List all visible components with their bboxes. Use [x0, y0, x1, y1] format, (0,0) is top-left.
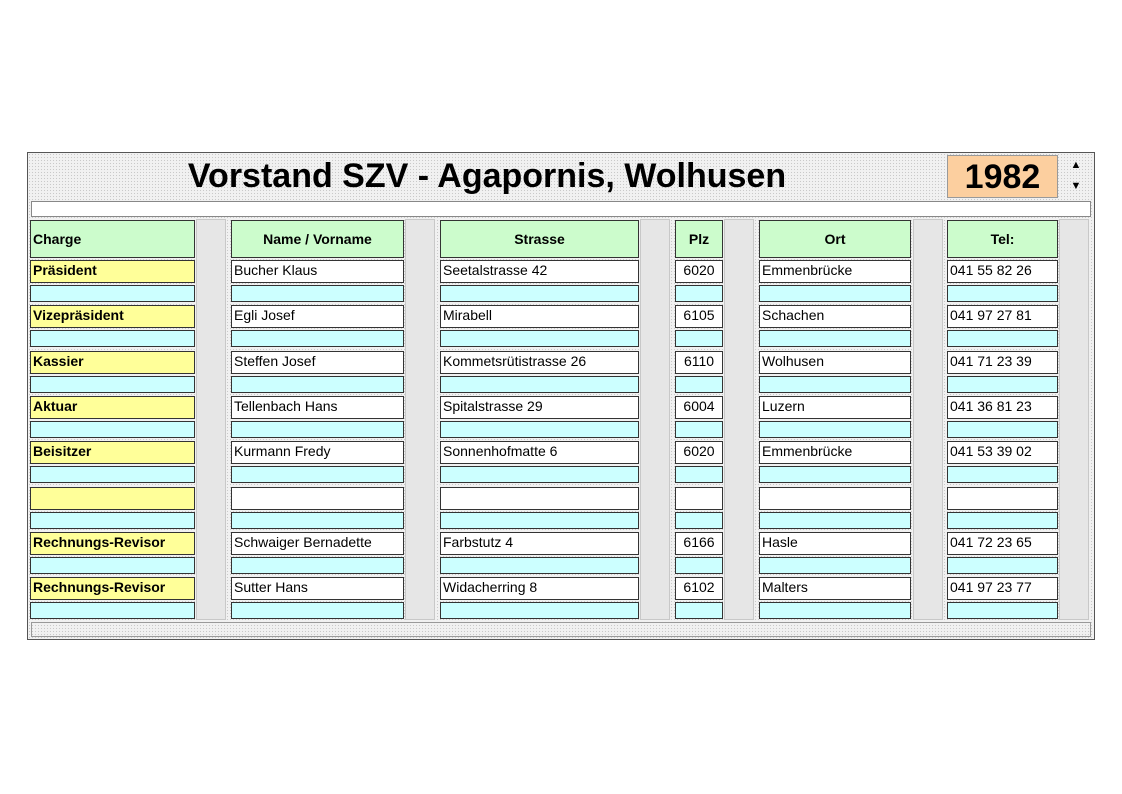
cell-plz-spacer[interactable] [675, 602, 723, 619]
cell-name-spacer[interactable] [231, 512, 404, 529]
cell-name-spacer[interactable] [231, 557, 404, 574]
cell-name[interactable]: Schwaiger Bernadette [231, 532, 404, 555]
cell-strasse-spacer[interactable] [440, 285, 639, 302]
column-gap [405, 219, 435, 620]
cell-plz[interactable]: 6110 [675, 351, 723, 374]
cell-tel[interactable]: 041 72 23 65 [947, 532, 1058, 555]
cell-ort[interactable]: Wolhusen [759, 351, 911, 374]
column-gap [196, 219, 226, 620]
cell-tel-spacer[interactable] [947, 421, 1058, 438]
cell-name[interactable]: Egli Josef [231, 305, 404, 328]
cell-strasse-spacer[interactable] [440, 466, 639, 483]
cell-name-spacer[interactable] [231, 466, 404, 483]
cell-strasse-spacer[interactable] [440, 512, 639, 529]
cell-charge-spacer[interactable] [30, 512, 195, 529]
cell-ort[interactable] [759, 487, 911, 510]
cell-strasse[interactable]: Farbstutz 4 [440, 532, 639, 555]
cell-ort-spacer[interactable] [759, 512, 911, 529]
cell-charge-spacer[interactable] [30, 421, 195, 438]
cell-tel[interactable]: 041 97 23 77 [947, 577, 1058, 600]
cell-ort-spacer[interactable] [759, 285, 911, 302]
cell-name-spacer[interactable] [231, 330, 404, 347]
cell-charge-spacer[interactable] [30, 466, 195, 483]
cell-name[interactable]: Steffen Josef [231, 351, 404, 374]
cell-ort-spacer[interactable] [759, 330, 911, 347]
cell-ort-spacer[interactable] [759, 557, 911, 574]
cell-charge[interactable]: Vizepräsident [30, 305, 195, 328]
spin-up-icon[interactable]: ▲ [1070, 159, 1082, 171]
cell-tel-spacer[interactable] [947, 285, 1058, 302]
cell-name[interactable] [231, 487, 404, 510]
page-title: Vorstand SZV - Agapornis, Wolhusen [187, 157, 787, 195]
cell-plz[interactable]: 6004 [675, 396, 723, 419]
cell-strasse[interactable]: Spitalstrasse 29 [440, 396, 639, 419]
cell-charge[interactable]: Kassier [30, 351, 195, 374]
cell-strasse[interactable]: Kommetsrütistrasse 26 [440, 351, 639, 374]
year-field[interactable]: 1982 [947, 155, 1058, 198]
cell-tel-spacer[interactable] [947, 466, 1058, 483]
cell-strasse[interactable]: Seetalstrasse 42 [440, 260, 639, 283]
column-gap [913, 219, 943, 620]
cell-strasse-spacer[interactable] [440, 330, 639, 347]
header-charge: Charge [30, 220, 195, 258]
cell-ort-spacer[interactable] [759, 466, 911, 483]
column-gap [1059, 219, 1089, 620]
year-spinner[interactable] [1062, 155, 1090, 198]
cell-name-spacer[interactable] [231, 376, 404, 393]
cell-tel-spacer[interactable] [947, 602, 1058, 619]
cell-charge-spacer[interactable] [30, 330, 195, 347]
cell-tel-spacer[interactable] [947, 512, 1058, 529]
cell-ort-spacer[interactable] [759, 421, 911, 438]
cell-strasse-spacer[interactable] [440, 376, 639, 393]
cell-tel[interactable] [947, 487, 1058, 510]
cell-plz-spacer[interactable] [675, 557, 723, 574]
cell-strasse[interactable] [440, 487, 639, 510]
cell-plz-spacer[interactable] [675, 330, 723, 347]
cell-charge[interactable] [30, 487, 195, 510]
cell-strasse[interactable]: Sonnenhofmatte 6 [440, 441, 639, 464]
cell-charge-spacer[interactable] [30, 557, 195, 574]
cell-name-spacer[interactable] [231, 602, 404, 619]
header-strasse: Strasse [440, 220, 639, 258]
cell-charge[interactable]: Rechnungs-Revisor [30, 532, 195, 555]
header-name: Name / Vorname [231, 220, 404, 258]
column-gap [640, 219, 670, 620]
cell-ort[interactable]: Hasle [759, 532, 911, 555]
cell-strasse-spacer[interactable] [440, 421, 639, 438]
footer-row [31, 622, 1091, 637]
cell-tel[interactable]: 041 97 27 81 [947, 305, 1058, 328]
cell-charge-spacer[interactable] [30, 602, 195, 619]
cell-charge[interactable]: Rechnungs-Revisor [30, 577, 195, 600]
cell-charge[interactable]: Beisitzer [30, 441, 195, 464]
cell-name[interactable]: Kurmann Fredy [231, 441, 404, 464]
cell-plz[interactable]: 6105 [675, 305, 723, 328]
cell-plz-spacer[interactable] [675, 285, 723, 302]
cell-ort[interactable]: Emmenbrücke [759, 260, 911, 283]
cell-plz-spacer[interactable] [675, 421, 723, 438]
cell-name-spacer[interactable] [231, 421, 404, 438]
cell-plz-spacer[interactable] [675, 466, 723, 483]
header-ort: Ort [759, 220, 911, 258]
cell-ort[interactable]: Luzern [759, 396, 911, 419]
cell-tel[interactable]: 041 36 81 23 [947, 396, 1058, 419]
cell-strasse[interactable]: Widacherring 8 [440, 577, 639, 600]
cell-charge[interactable]: Präsident [30, 260, 195, 283]
cell-name-spacer[interactable] [231, 285, 404, 302]
cell-charge[interactable]: Aktuar [30, 396, 195, 419]
spin-down-icon[interactable]: ▼ [1070, 180, 1082, 192]
cell-name[interactable]: Sutter Hans [231, 577, 404, 600]
cell-name[interactable]: Tellenbach Hans [231, 396, 404, 419]
cell-ort-spacer[interactable] [759, 602, 911, 619]
column-gap [724, 219, 754, 620]
cell-charge-spacer[interactable] [30, 285, 195, 302]
cell-name[interactable]: Bucher Klaus [231, 260, 404, 283]
cell-tel[interactable]: 041 71 23 39 [947, 351, 1058, 374]
cell-plz[interactable]: 6020 [675, 260, 723, 283]
cell-strasse[interactable]: Mirabell [440, 305, 639, 328]
cell-tel[interactable]: 041 53 39 02 [947, 441, 1058, 464]
cell-plz[interactable]: 6166 [675, 532, 723, 555]
cell-tel-spacer[interactable] [947, 330, 1058, 347]
cell-ort[interactable]: Malters [759, 577, 911, 600]
cell-plz-spacer[interactable] [675, 512, 723, 529]
cell-plz[interactable]: 6020 [675, 441, 723, 464]
cell-tel-spacer[interactable] [947, 376, 1058, 393]
cell-plz-spacer[interactable] [675, 376, 723, 393]
cell-plz[interactable] [675, 487, 723, 510]
cell-ort[interactable]: Schachen [759, 305, 911, 328]
cell-ort-spacer[interactable] [759, 376, 911, 393]
cell-ort[interactable]: Emmenbrücke [759, 441, 911, 464]
header-tel: Tel: [947, 220, 1058, 258]
cell-tel[interactable]: 041 55 82 26 [947, 260, 1058, 283]
cell-charge-spacer[interactable] [30, 376, 195, 393]
cell-plz[interactable]: 6102 [675, 577, 723, 600]
spacer-row [31, 201, 1091, 217]
header-plz: Plz [675, 220, 723, 258]
cell-tel-spacer[interactable] [947, 557, 1058, 574]
cell-strasse-spacer[interactable] [440, 557, 639, 574]
cell-strasse-spacer[interactable] [440, 602, 639, 619]
